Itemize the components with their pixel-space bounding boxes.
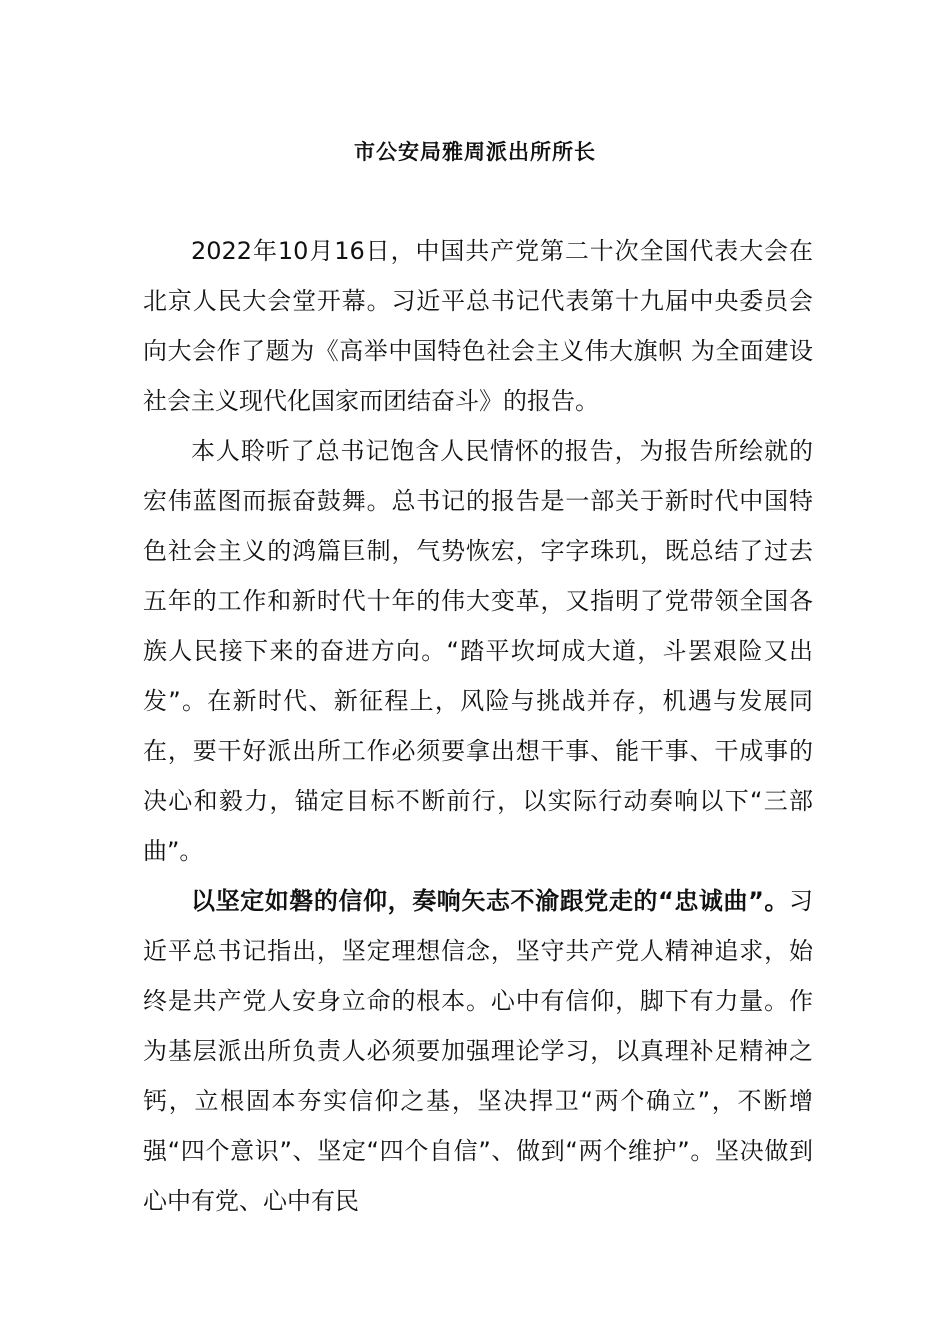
paragraph-2 [143, 426, 813, 876]
document-title: 市公安局雅周派出所所长 [354, 140, 596, 164]
paragraph-3-text: 习近平总书记指出，坚定理想信念，坚守共产党人精神追求，始终是共产党人安身立命的根本。心中有信仰，脚下有力量。作为基层派出所负责人必须要加强理论学习，以真理补足精神之钙，立根固本夯实信仰之基，坚决捍卫“两个确立”，不断增强“四个意识”、坚定“四个自信”、做到“两个维护”。坚决做到心中有党、心中有民 [143, 887, 813, 1215]
paragraph-3-lead: 以坚定如磐的信仰，奏响矢志不渝跟党走的“忠诚曲”。 [191, 887, 789, 915]
paragraph-1-text: 2022年10月16日，中国共产党第二十次全国代表大会在北京人民大会堂开幕。习近平总书记代表第十九届中央委员会向大会作了题为《高举中国特色社会主义伟大旗帜 为全面建设社会主义现代化国家而团结奋斗》的报告。 [143, 237, 813, 415]
document-body [143, 226, 813, 1226]
paragraph-3 [143, 876, 813, 1226]
paragraph-1 [143, 226, 813, 426]
paragraph-2-text: 本人聆听了总书记饱含人民情怀的报告，为报告所绘就的宏伟蓝图而振奋鼓舞。总书记的报告是一部关于新时代中国特色社会主义的鸿篇巨制，气势恢宏，字字珠玑，既总结了过去五年的工作和新时代十年的伟大变革，又指明了党带领全国各族人民接下来的奋进方向。“踏平坎坷成大道，斗罢艰险又出发”。在新时代、新征程上，风险与挑战并存，机遇与发展同在，要干好派出所工作必须要拿出想干事、能干事、干成事的决心和毅力，锚定目标不断前行，以实际行动奏响以下“三部曲”。 [143, 437, 813, 865]
